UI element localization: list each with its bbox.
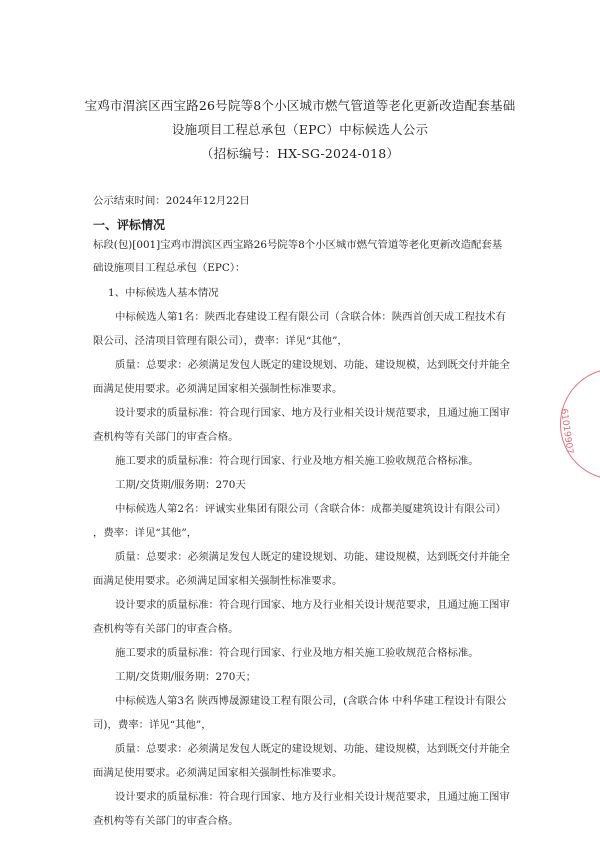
candidate-3-quality-line-1: 质量：总要求：必须满足发包人既定的建设规划、功能、建设规模，达到既交付并能全 — [115, 743, 510, 755]
publicity-end-time: 公示结束时间：2024年12月22日 — [93, 195, 250, 207]
candidate-1-quality-line-1: 质量：总要求：必须满足发包人既定的建设规划、功能、建设规模，达到既交付并能全 — [115, 359, 510, 371]
candidate-3-design-line-2: 查机构等有关部门的审查合格。 — [93, 815, 239, 827]
candidate-2-quality-line-2: 面满足使用要求。必须满足国家相关强制性标准要求。 — [93, 575, 343, 587]
candidate-2-design-line-2: 查机构等有关部门的审查合格。 — [93, 623, 239, 635]
candidate-1-line-2: 限公司、泾清项目管理有限公司），费率：详见“其他”， — [93, 335, 348, 347]
candidate-2-quality-line-1: 质量：总要求：必须满足发包人既定的建设规划、功能、建设规模，达到既交付并能全 — [115, 551, 510, 563]
candidate-2-design-line-1: 设计要求的质量标准：符合现行国家、地方及行业相关设计规范要求，且通过施工图审 — [115, 599, 510, 611]
candidate-2-line-1: 中标候选人第2名：评诚实业集团有限公司（含联合体：成都美厦建筑设计有限公司） — [115, 503, 507, 515]
seal-number: 61019907 — [558, 408, 575, 455]
candidate-1-period: 工期/交货期/服务期：270天 — [115, 479, 246, 491]
candidate-2-line-2: ，费率：详见“其他”， — [93, 527, 198, 539]
candidate-1-quality-line-2: 面满足使用要求。必须满足国家相关强制性标准要求。 — [93, 383, 343, 395]
candidate-1-design-line-1: 设计要求的质量标准：符合现行国家、地方及行业相关设计规范要求，且通过施工图审 — [115, 407, 510, 419]
section-heading-evaluation: 一、评标情况 — [93, 218, 166, 232]
subsection-candidates: 1、中标候选人基本情况 — [108, 287, 219, 299]
candidate-1-design-line-2: 查机构等有关部门的审查合格。 — [93, 431, 239, 443]
candidate-1-construction: 施工要求的质量标准：符合现行国家、行业及地方相关施工验收规范合格标准。 — [115, 455, 479, 467]
candidate-2-period: 工期/交货期/服务期：270天； — [115, 671, 257, 683]
candidate-3-line-1: 中标候选人第3名 陕西博晟源建设工程有限公司，(含联合体 中科华建工程设计有限公 — [115, 695, 507, 707]
title-line-1: 宝鸡市渭滨区西宝路26号院等8个小区城市燃气管道等老化更新改造配套基础 — [84, 98, 516, 113]
title-line-2: 设施项目工程总承包（EPC）中标候选人公示 — [171, 122, 429, 137]
tender-number: （招标编号：HX-SG-2024-018） — [200, 146, 400, 161]
candidate-2-construction: 施工要求的质量标准：符合现行国家、行业及地方相关施工验收规范合格标准。 — [115, 647, 479, 659]
candidate-3-quality-line-2: 面满足使用要求。必须满足国家相关强制性标准要求。 — [93, 767, 343, 779]
lot-description-line-1: 标段(包)[001]宝鸡市渭滨区西宝路26号院等8个小区城市燃气管道等老化更新改造配套基 — [93, 239, 503, 251]
lot-description-line-2: 础设施项目工程总承包（EPC）： — [93, 262, 246, 274]
candidate-3-design-line-1: 设计要求的质量标准：符合现行国家、地方及行业相关设计规范要求，且通过施工图审 — [115, 791, 510, 803]
candidate-1-line-1: 中标候选人第1名：陕西北春建设工程有限公司（含联合体：陕西首创天成工程技术有 — [115, 311, 507, 323]
candidate-3-line-2: 司)，费率：详见“其他”， — [93, 719, 212, 731]
